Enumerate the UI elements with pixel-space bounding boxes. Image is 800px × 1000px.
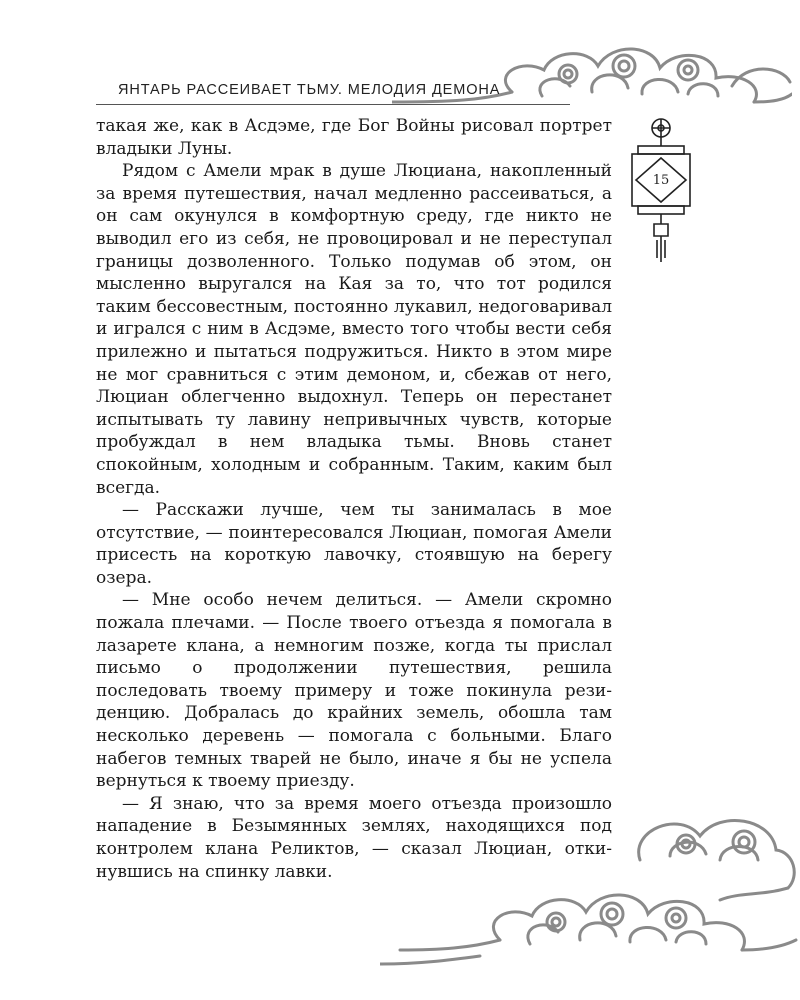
paragraph: — Расскажи лучше, чем ты занималась в мое отсутствие, — поинтересовался Люциан, помогая Амели присесть на короткую лавочку, стоявшую на берегу озера. [96, 500, 612, 588]
paragraph: — Мне особо нечем делиться. — Амели скромно пожала плечами. — После твоего отъезда я помогала в лазарете клана, а немногим позже, когда ты прислал письмо о продолжении путешествия, решила последовать твоему примеру и тоже покинула резиденцию. Добралась до крайних земель, обошла там несколько деревень — помогала с больными. Благо набегов темных тварей не было, иначе я бы не успела вернуться к твоему приезду. [96, 590, 612, 792]
bottom-cloud-ornament-icon [380, 800, 800, 980]
paragraph: — Я знаю, что за время моего отъезда произошло нападение в Безымянных землях, находящихся под контролем клана Реликтов, — сказал Люциан, откинувшись на спинку лавки. [96, 793, 612, 882]
paragraph: Рядом с Амели мрак в душе Люциана, накопленный за время путешествия, начал медленно рассеиваться, а он сам окунулся в комфортную среду, где никто не выводил его из себя, не провоцировал и не переступал границы дозволенного. Только подумав об этом, он мысленно выругался на Кая за то, что тот родился таким бессовестным, постоянно лукавил, недоговаривал и игрался с ним в Асдэме, вместо того чтобы вести себя прилежно и пытаться подружиться. Никто в этом мире не мог сравниться с этим демоном, и, сбежав от него, Люциан облегченно выдохнул. Теперь он перестанет испытывать ту лавину непривычных чувств, которые пробуждал в нем владыка тьмы. Вновь станет спокойным, холодным и собранным. Таким, каким был всегда. [96, 161, 612, 498]
top-cloud-ornament-icon [392, 22, 792, 114]
running-title: ЯНТАРЬ РАССЕИВАЕТ ТЬМУ. МЕЛОДИЯ ДЕМОНА [118, 82, 501, 98]
knot-pendant-icon [626, 116, 696, 266]
page-number: 15 [652, 173, 670, 188]
paragraph: такая же, как в Асдэме, где Бог Войны рисовал портрет владыки Луны. [96, 116, 612, 159]
header-divider [96, 104, 570, 105]
body-text [96, 115, 612, 883]
